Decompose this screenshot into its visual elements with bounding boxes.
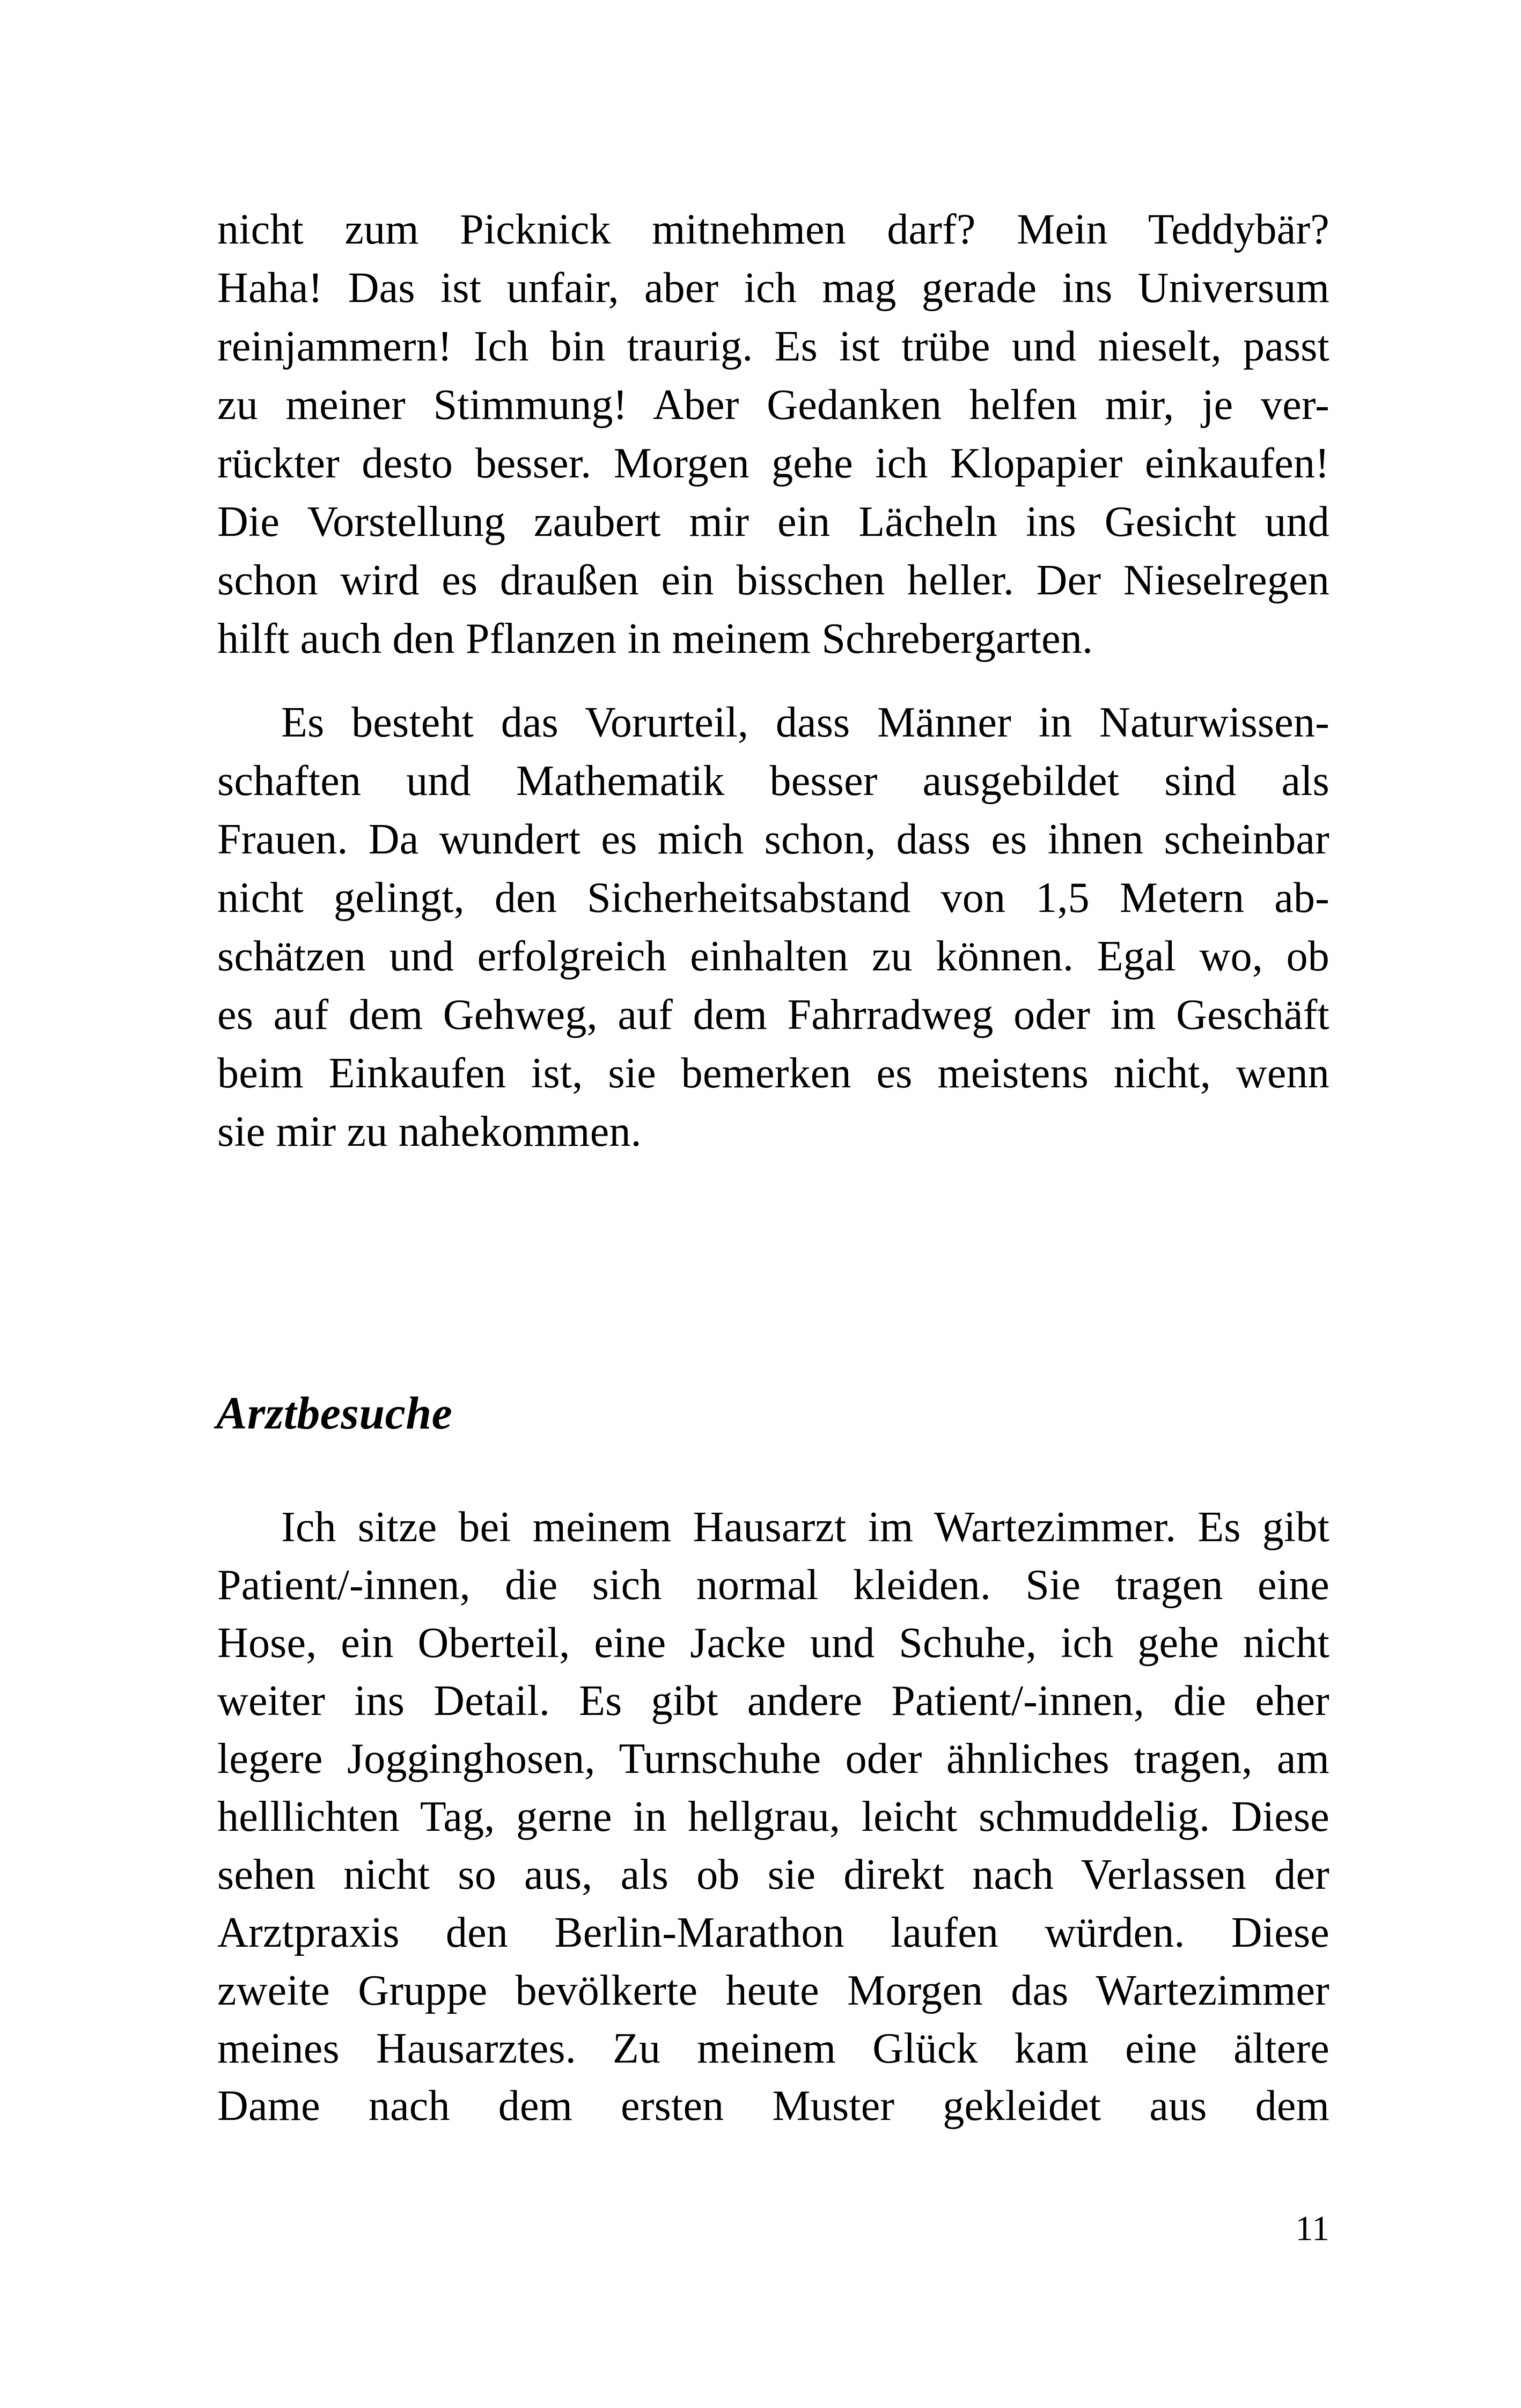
text-line: sehen nicht so aus, als ob sie direkt nach Verlassen der — [217, 1851, 1329, 1898]
text-line: beim Einkaufen ist, sie bemerken es meistens nicht, wenn — [217, 1050, 1329, 1097]
text-line: zu meiner Stimmung! Aber Gedanken helfen mir, je ver- — [217, 381, 1329, 429]
text-line: nicht zum Picknick mitnehmen darf? Mein Teddybär? — [217, 206, 1329, 253]
text-line: reinjammern! Ich bin traurig. Es ist trübe und nieselt, passt — [217, 323, 1329, 370]
text-line: rückter desto besser. Morgen gehe ich Klopapier einkaufen! — [217, 440, 1329, 487]
text-line: schaften und Mathematik besser ausgebildet sind als — [217, 757, 1329, 805]
text-line: sie mir zu nahekommen. — [217, 1108, 642, 1155]
text-line: zweite Gruppe bevölkerte heute Morgen das Wartezimmer — [217, 1967, 1329, 2014]
text-line: Frauen. Da wundert es mich schon, dass es ihnen scheinbar — [217, 816, 1329, 863]
section-heading: Arztbesuche — [216, 1387, 453, 1439]
text-line: Es besteht das Vorurteil, dass Männer in Naturwissen- — [281, 699, 1329, 746]
text-line: Arztpraxis den Berlin-Marathon laufen würden. Diese — [217, 1909, 1329, 1956]
text-line: Dame nach dem ersten Muster gekleidet aus dem — [217, 2082, 1329, 2130]
text-line: meines Hausarztes. Zu meinem Glück kam eine ältere — [217, 2025, 1329, 2072]
text-line: Die Vorstellung zaubert mir ein Lächeln ins Gesicht und — [217, 498, 1329, 546]
text-line: weiter ins Detail. Es gibt andere Patient/-innen, die eher — [217, 1677, 1329, 1725]
text-line: Ich sitze bei meinem Hausarzt im Wartezimmer. Es gibt — [281, 1504, 1329, 1551]
text-line: nicht gelingt, den Sicherheitsabstand von 1,5 Metern ab- — [217, 874, 1329, 922]
text-line: helllichten Tag, gerne in hellgrau, leicht schmuddelig. Diese — [217, 1793, 1329, 1840]
text-line: Hose, ein Oberteil, eine Jacke und Schuhe, ich gehe nicht — [217, 1619, 1329, 1667]
text-line: Haha! Das ist unfair, aber ich mag gerade ins Universum — [217, 264, 1329, 312]
text-line: es auf dem Gehweg, auf dem Fahrradweg oder im Geschäft — [217, 991, 1329, 1039]
page-number: 11 — [1295, 2209, 1329, 2248]
text-line: schätzen und erfolgreich einhalten zu können. Egal wo, ob — [217, 933, 1329, 980]
text-line: schon wird es draußen ein bisschen heller. Der Nieselregen — [217, 557, 1329, 604]
text-line: hilft auch den Pflanzen in meinem Schrebergarten. — [217, 615, 1093, 662]
text-line: Patient/-innen, die sich normal kleiden. Sie tragen eine — [217, 1562, 1329, 1609]
text-line: legere Jogginghosen, Turnschuhe oder ähnliches tragen, am — [217, 1735, 1329, 1783]
